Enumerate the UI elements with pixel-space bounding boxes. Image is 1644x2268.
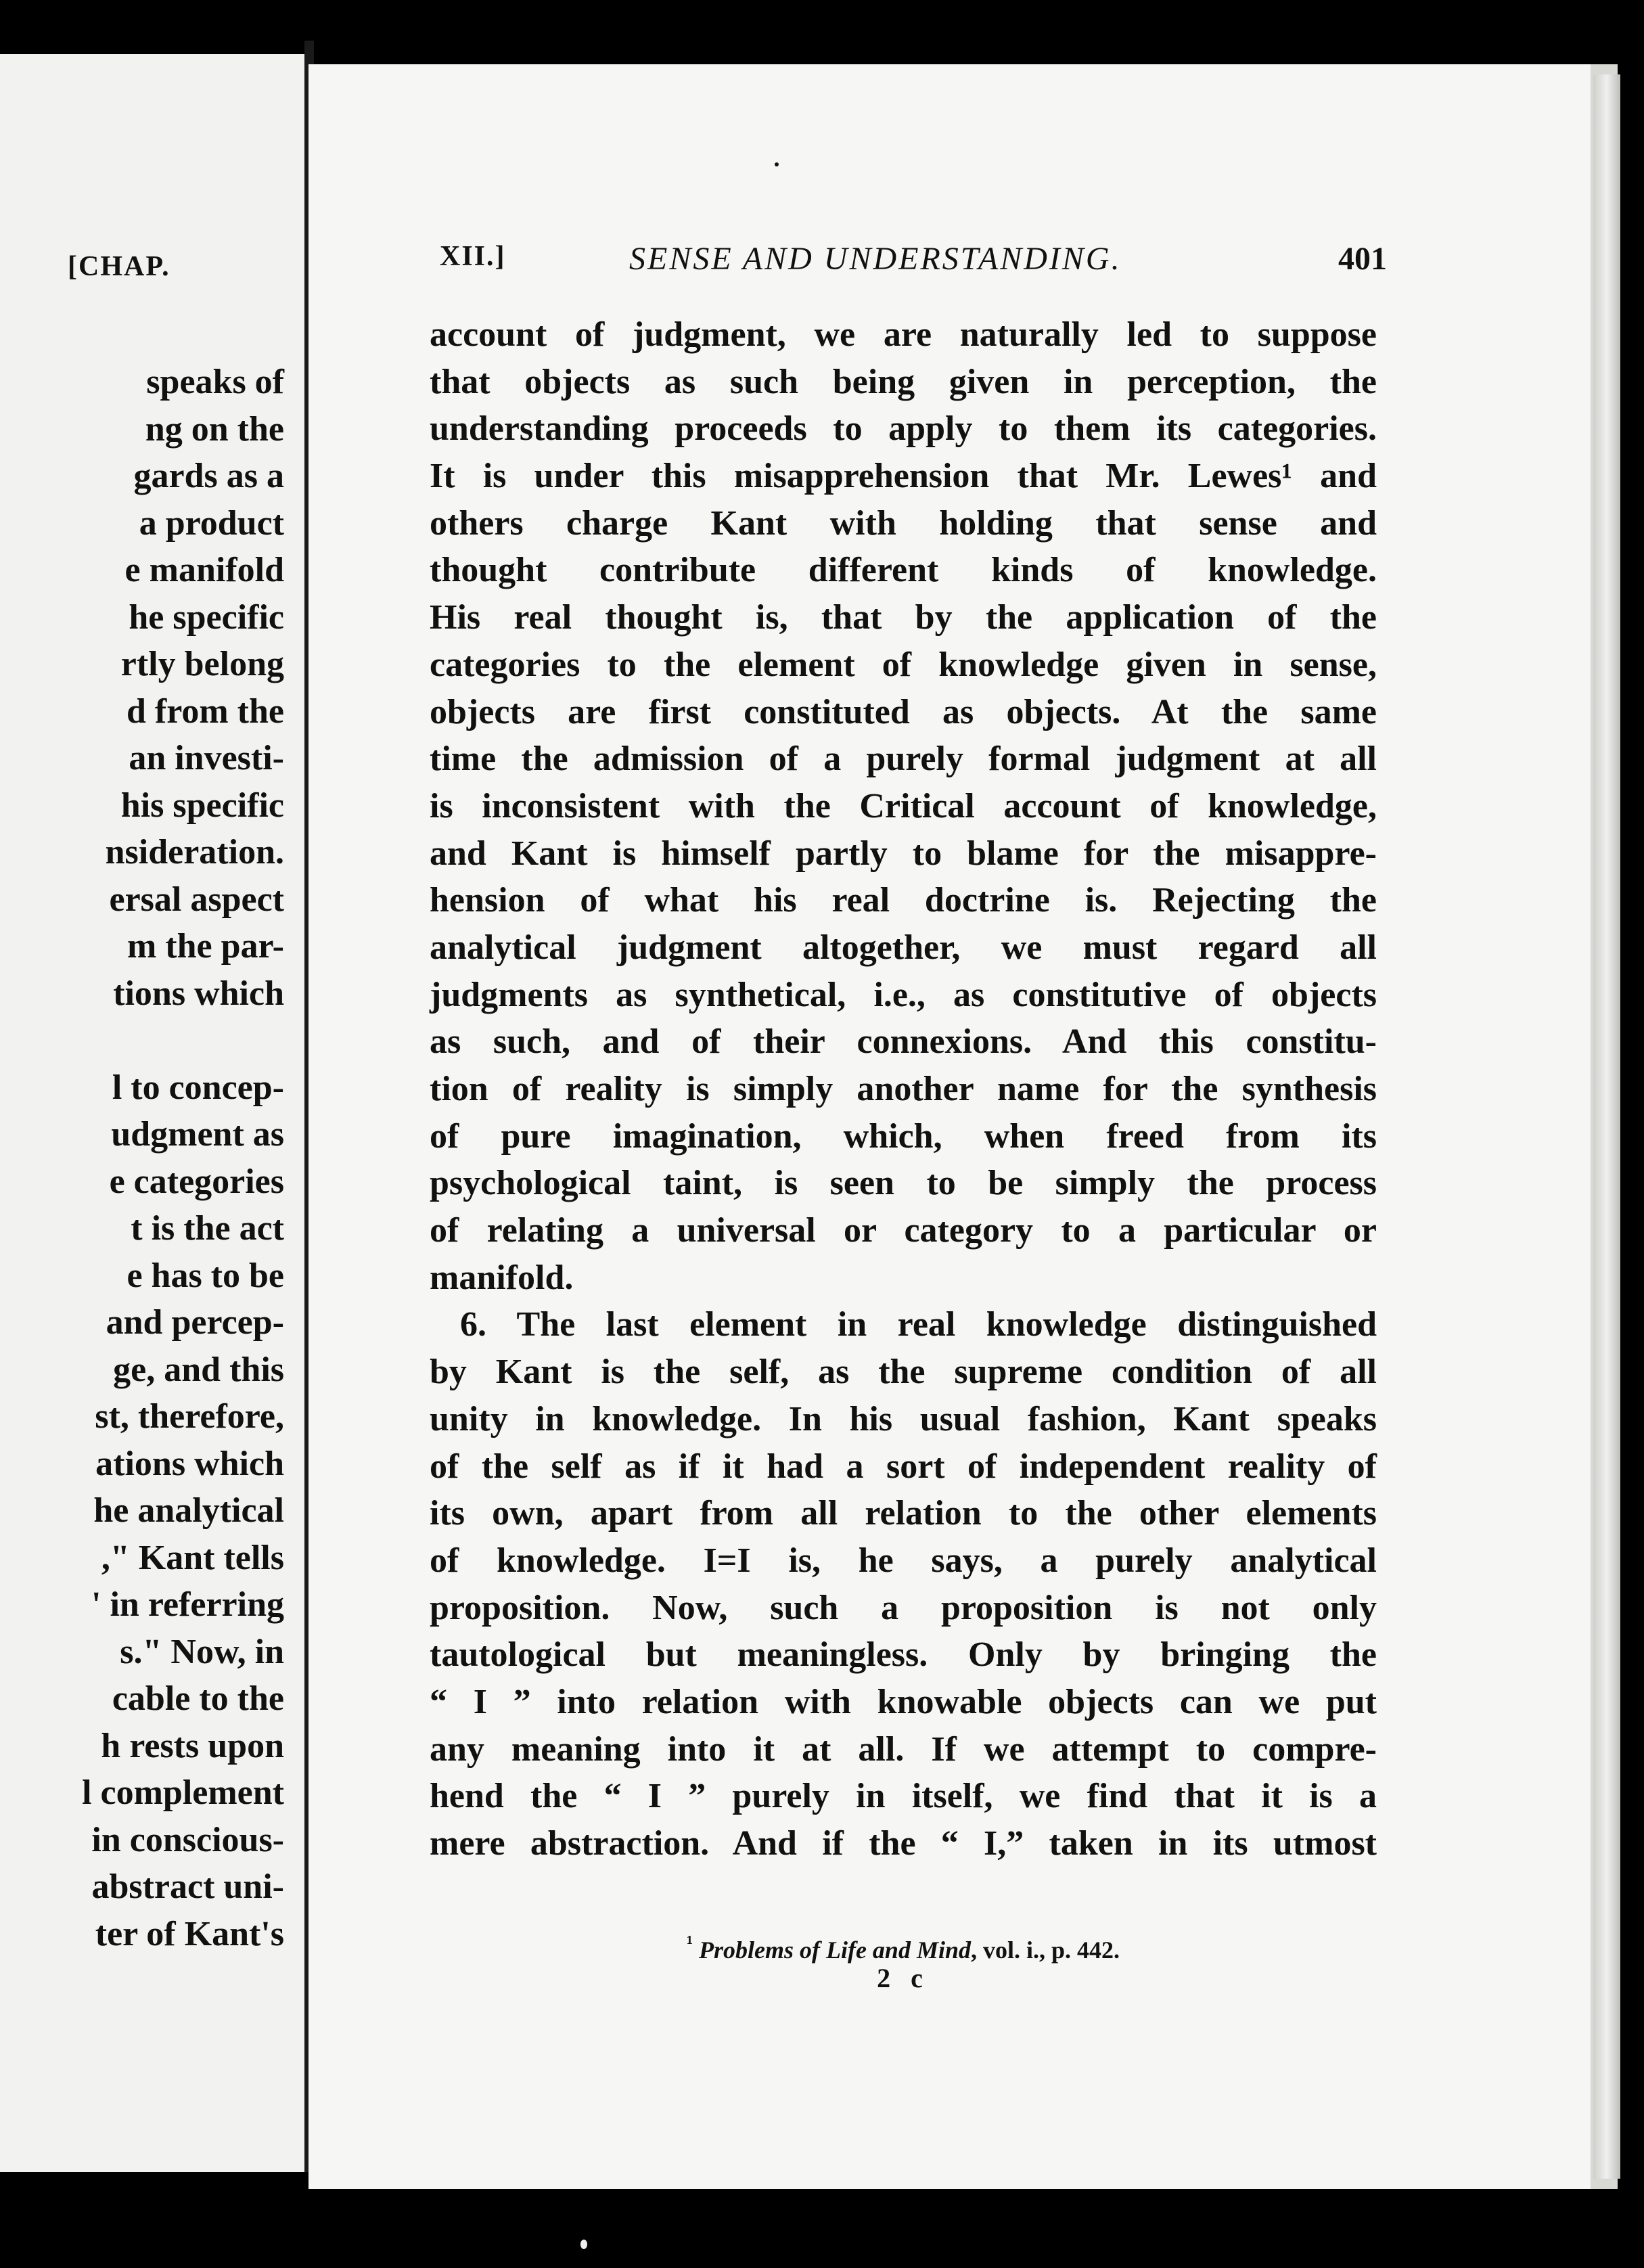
text-line: tautological but meaningless. Only by bringing the (430, 1635, 1377, 1675)
left-text-line: tions which (113, 974, 284, 1013)
text-line: manifold. (430, 1258, 574, 1297)
text-line: objects are first constituted as objects. At the same (430, 692, 1377, 731)
left-page-header: [CHAP. (68, 251, 170, 282)
left-page-text (0, 359, 284, 1957)
text-line: analytical judgment altogether, we must regard all (430, 928, 1377, 967)
left-text-line: l to concep- (112, 1068, 284, 1107)
text-line: by Kant is the self, as the supreme condition of all (430, 1353, 1377, 1392)
left-text-line (0, 1017, 284, 1064)
running-title: SENSE AND UNDERSTANDING. (629, 241, 1122, 277)
left-text-line: e categories (109, 1162, 284, 1201)
text-line: understanding proceeds to apply to them its categories. (430, 409, 1377, 449)
text-line: 6. The last element in real knowledge distinguished (460, 1305, 1377, 1344)
text-line: as such, and of their connexions. And this constitu- (430, 1022, 1377, 1062)
text-line: time the admission of a purely formal judgment at all (430, 740, 1377, 779)
left-text-line: ng on the (145, 409, 284, 449)
left-text-line: and percep- (106, 1303, 284, 1342)
left-text-line: nsideration. (105, 833, 284, 871)
left-text-line: a product (139, 503, 284, 543)
left-text-line: t is the act (131, 1209, 284, 1248)
footnote-marker: ¹ (686, 1932, 693, 1954)
text-line: mere abstraction. And if the “ I,” taken in its utmost (430, 1824, 1377, 1863)
left-text-line: in conscious- (91, 1820, 284, 1859)
body-text (430, 311, 1377, 1867)
text-line: and Kant is himself partly to blame for the misappre- (430, 834, 1377, 873)
left-text-line: st, therefore, (95, 1397, 284, 1436)
text-line: unity in knowledge. In his usual fashion, Kant speaks (430, 1399, 1377, 1438)
page-edge (1593, 74, 1620, 2179)
text-line: is inconsistent with the Critical account of knowledge, (430, 786, 1377, 825)
left-text-line: he specific (129, 597, 284, 637)
text-line: others charge Kant with holding that sense and (430, 503, 1377, 543)
left-text-line: e manifold (124, 551, 284, 589)
text-line: hension of what his real doctrine is. Rejecting the (430, 881, 1377, 920)
left-text-line: ," Kant tells (101, 1538, 284, 1577)
left-text-line: l complement (82, 1773, 284, 1812)
text-line: of knowledge. I=I is, he says, a purely analytical (430, 1541, 1377, 1580)
footnote-title: Problems of Life and Mind (698, 1936, 971, 1964)
left-text-line: he analytical (93, 1491, 284, 1530)
left-text-line: an investi- (129, 739, 284, 777)
left-text-line: ations which (95, 1444, 284, 1483)
text-line: of the self as if it had a sort of independent reality of (430, 1447, 1377, 1486)
left-text-line: abstract uni- (91, 1867, 284, 1906)
footnote (430, 1932, 1377, 1964)
left-text-line: d from the (126, 691, 284, 731)
signature-mark: 2 c (877, 1963, 930, 1993)
text-line: “ I ” into relation with knowable objects can we put (430, 1682, 1377, 1721)
left-text-line: ge, and this (113, 1350, 284, 1389)
left-text-line: s." Now, in (120, 1632, 284, 1671)
running-head (440, 240, 1387, 288)
left-text-line: rtly belong (120, 645, 284, 683)
left-text-line: e has to be (127, 1256, 284, 1295)
text-line: tion of reality is simply another name for the synthesis (430, 1070, 1377, 1108)
text-line: its own, apart from all relation to the other elements (430, 1494, 1377, 1533)
text-line: that objects as such being given in perception, the (430, 362, 1377, 401)
left-text-line: speaks of (146, 363, 284, 401)
left-text-line: ter of Kant's (95, 1914, 284, 1953)
paper-speck (580, 2240, 587, 2249)
left-text-line: cable to the (112, 1679, 284, 1718)
text-line: of pure imagination, which, when freed from its (430, 1116, 1377, 1156)
paper-speck (775, 162, 779, 166)
left-text-line: gards as a (133, 457, 284, 495)
text-line: thought contribute different kinds of knowledge. (430, 551, 1377, 590)
left-text-line: ' in referring (91, 1585, 284, 1624)
footnote-details: , vol. i., p. 442. (970, 1936, 1120, 1964)
text-line: categories to the element of knowledge given in sense, (430, 645, 1377, 684)
text-line: judgments as synthetical, i.e., as constitutive of objects (430, 975, 1377, 1014)
left-text-line: his specific (120, 786, 284, 825)
chapter-number: XII.] (440, 241, 506, 272)
text-line: any meaning into it at all. If we attempt to compre- (430, 1729, 1377, 1769)
text-line: psychological taint, is seen to be simply the process (430, 1164, 1377, 1203)
text-line: It is under this misapprehension that Mr. Lewes¹ and (430, 457, 1377, 496)
left-page (0, 54, 309, 2172)
left-text-line: h rests upon (101, 1726, 284, 1765)
left-text-line: m the par- (127, 927, 284, 966)
left-text-line: udgment as (111, 1115, 284, 1154)
left-text-line: ersal aspect (109, 880, 284, 919)
text-line: His real thought is, that by the application of the (430, 598, 1377, 637)
text-line: proposition. Now, such a proposition is not only (430, 1588, 1377, 1627)
text-line: hend the “ I ” purely in itself, we find that it is a (430, 1777, 1377, 1816)
text-line: of relating a universal or category to a particular or (430, 1211, 1377, 1250)
page-number: 401 (1338, 241, 1387, 277)
text-line: account of judgment, we are naturally led to suppose (430, 315, 1377, 354)
